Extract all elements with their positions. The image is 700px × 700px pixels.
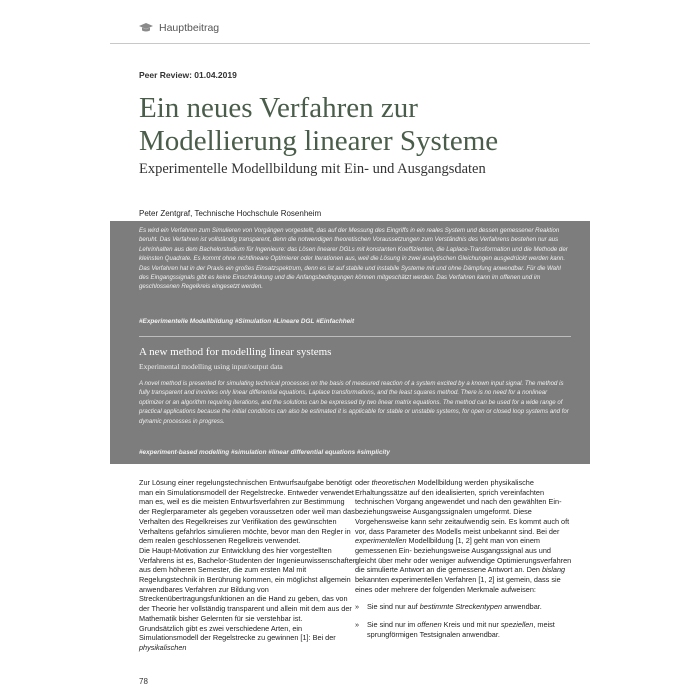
bullet-glyph: » [355, 602, 360, 612]
keywords-german: #Experimentelle Modellbildung #Simulation #Lineare DGL #Einfachheit [139, 318, 355, 325]
article-title [139, 92, 599, 158]
text-run: oder [355, 478, 372, 487]
abstract-divider [139, 336, 571, 337]
graduation-cap-icon [139, 23, 153, 33]
header-divider [110, 43, 590, 44]
text-run: bekannten experimentellen Verfahren [1, 2] ist gemein, dass sie eines oder mehrere der folgenden Merkmale aufweisen: [355, 575, 561, 594]
abstract-english: A novel method is presented for simulating technical processes on the basis of measured reaction of a system excited by a known input signal. The method is fully transparent and involves only linear differential equations, Laplace transformations, and the least squares method. There is no need for a nonlinear optimizer or an algorithm requiring iterations, and the solutions can be expressed by two linear matrix equations. The method can be used for a wide range of practical applications because the initial conditions can also be estimated it is applicable for stable or unstable systems, for open or closed loop systems and for dynamic processes in progress. [139, 380, 569, 425]
bullet-glyph: » [355, 620, 360, 630]
list-item [355, 620, 573, 639]
english-subtitle: Experimental modelling using input/output data [139, 362, 283, 371]
list-item [355, 602, 573, 612]
emphasis: bestimmte Streckentypen [419, 602, 503, 612]
text-run: Modellbildung [1, 2] geht man von einem gemessenen Ein- beziehungsweise Ausgangssignal aus und gleicht über mehr oder weniger aufwendige Optimierungsverfahren die simulierte Antwort an die gemessene Antwort an. Den [355, 536, 572, 575]
text-run: , meist sprungförmigen Testsignalen anwendbar. [367, 620, 555, 639]
page-number: 78 [139, 677, 148, 686]
text-run: Modellbildung werden physikalische Erhaltungssätze auf den idealisierten, sprich vereinfachten technischen Vorgang angewendet und nach den gewählten Ein- beziehungsweise Ausgangssignalen umgeformt. Diese Vorgehensweise kann sehr zeitaufwendig sein. Es kommt auch oft vor, dass Parameter des Modells meist unbekannt sind. Bei der [355, 478, 570, 536]
section-label: Hauptbeitrag [159, 22, 220, 34]
text-run: Sie sind nur auf [367, 602, 420, 612]
feature-list [355, 602, 573, 639]
text-run: Grundsätzlich gibt es zwei verschiedene Arten, ein Simulationsmodell der Regelstrecke zu gewinnen [1]: Bei der [139, 623, 336, 643]
paragraph: Die Haupt-Motivation zur Entwicklung des hier vorgestellten Verfahrens ist es, Bachelor-Studenten der Ingenieurwissenschaften aus dem höheren Semester, die zum ersten Mal mit Regelungstechnik in Berührung kommen, ein möglichst allgemein anwendbares Verfahren zur Bildung von Streckenübertragungsfunktionen an die Hand zu geben, das von der Theorie her vollständig transparent und allein mit dem aus der Mathematik bisher Gelernten für sie verstehbar ist. [139, 545, 357, 623]
paragraph [355, 478, 573, 594]
keywords-english: #experiment-based modelling #simulation #linear differential equations #simplicity [139, 449, 390, 456]
emphasis: theoretischen [371, 478, 416, 487]
section-header [139, 22, 219, 34]
text-run: anwendbar. [502, 602, 542, 612]
emphasis: physikalischen [139, 642, 187, 652]
emphasis: offenen [417, 620, 442, 630]
text-run: Kreis und mit nur [441, 620, 501, 630]
english-title: A new method for modelling linear systems [139, 346, 332, 358]
body-column-right [355, 478, 573, 648]
text-run: Sie sind nur im [367, 620, 418, 630]
emphasis: experimentellen [355, 536, 407, 546]
emphasis: speziellen [500, 620, 534, 630]
emphasis: bislang [541, 565, 566, 575]
body-column-left [139, 478, 360, 653]
title-line-2: Modellierung linearer Systeme [139, 125, 499, 157]
abstract-german: Es wird ein Verfahren zum Simulieren von Vorgängen vorgestellt, das auf der Messung des Eingriffs in ein reales System und dessen gemessener Reaktion beruht. Das Verfahren ist vollständig transparent, denn die notwendigen theoretischen Voraussetzungen zum Verständnis des Verfahrens bestehen nur aus Lehrinhalten aus dem Bachelorstudium für Ingenieure: das Lösen linearer DGLs mit konstanten Koeffizienten, die Laplace-Transformation und die Methode der kleinsten Quadrate. Es kommt ohne nichtlineare Optimierer oder Iterationen aus, weil die Lösung in zwei analytischen Gleichungen ausgedrückt werden kann. Das Verfahren hat in der Praxis ein großes Einsatzspektrum, denn es ist auf stabile und instabile Systeme mit und ohne Dämpfung anwendbar. Für die Wahl des Eingangssignals gibt es keine Einschränkung und die Anfangsbedingungen können mitgeschätzt werden. Das Verfahren kann im offenen und im geschlossenen Regelkreis eingesetzt werden. [139, 227, 568, 291]
peer-review-date: Peer Review: 01.04.2019 [139, 70, 237, 80]
article-subtitle: Experimentelle Modellbildung mit Ein- und Ausgangsdaten [139, 161, 486, 177]
author-line: Peter Zentgraf, Technische Hochschule Rosenheim [139, 209, 322, 218]
paragraph: Zur Lösung einer regelungstechnischen Entwurfsaufgabe benötigt man ein Simulationsmodell der Regelstrecke. Entweder verwendet man es, weil es die meisten Entwurfsverfahren zur Bestimmung der Reglerparameter als gegeben voraussetzen oder weil man das Verhalten des Regelkreises zur Verifikation des gewünschten Verhaltens gefahrlos simulieren möchte, bevor man den Regler in dem realen geschlossenen Regelkreis verwendet. [139, 478, 355, 546]
title-line-1: Ein neues Verfahren zur [139, 92, 418, 124]
paragraph [139, 624, 357, 653]
